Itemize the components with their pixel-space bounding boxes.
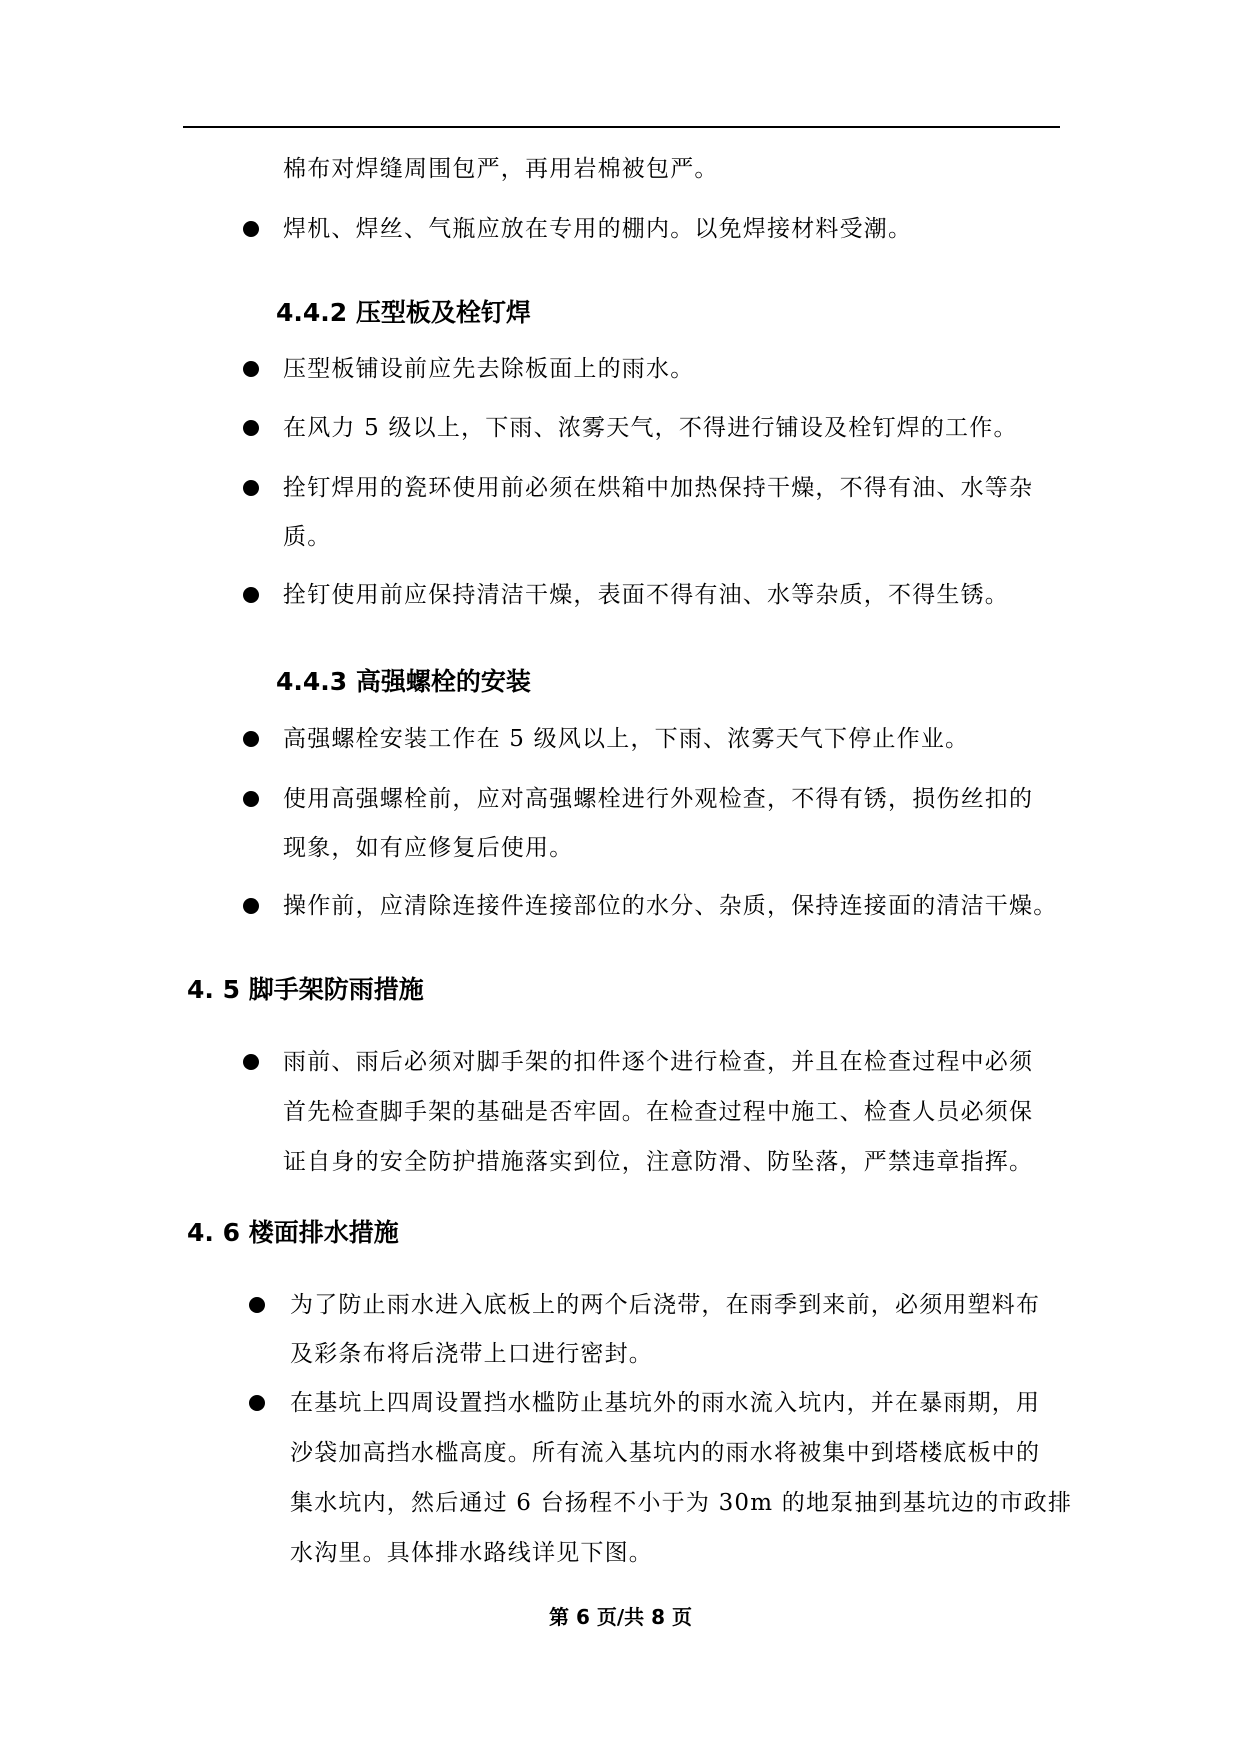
list-item: 雨前、雨后必须对脚手架的扣件逐个进行检查，并且在检查过程中必须: [283, 1049, 1034, 1075]
list-item: 使用高强螺栓前，应对高强螺栓进行外观检查，不得有锈，损伤丝扣的: [283, 786, 1034, 812]
bullet-icon: [243, 420, 259, 436]
list-item-continuation: 水沟里。具体排水路线详见下图。: [290, 1540, 653, 1566]
page-footer: 第 6 页/共 8 页: [549, 1605, 692, 1629]
heading-4-4-3: 4.4.3 高强螺栓的安装: [276, 667, 531, 696]
heading-4-4-2: 4.4.2 压型板及栓钉焊: [276, 298, 531, 327]
bullet-icon: [249, 1395, 265, 1411]
list-item: 在风力 5 级以上，下雨、浓雾天气，不得进行铺设及栓钉焊的工作。: [283, 415, 1018, 441]
list-item-continuation: 现象，如有应修复后使用。: [283, 835, 574, 861]
list-item: 在基坑上四周设置挡水槛防止基坑外的雨水流入坑内，并在暴雨期，用: [290, 1390, 1041, 1416]
list-item-continuation: 及彩条布将后浇带上口进行密封。: [290, 1341, 653, 1367]
list-item: 压型板铺设前应先去除板面上的雨水。: [283, 356, 695, 382]
bullet-icon: [243, 361, 259, 377]
heading-4-5: 4. 5 脚手架防雨措施: [187, 975, 424, 1004]
list-item: 拴钉使用前应保持清洁干燥，表面不得有油、水等杂质，不得生锈。: [283, 582, 1009, 608]
list-item-continuation: 质。: [283, 524, 332, 550]
heading-4-6: 4. 6 楼面排水措施: [187, 1218, 399, 1247]
list-item: 高强螺栓安装工作在 5 级风以上，下雨、浓雾天气下停止作业。: [283, 726, 970, 752]
list-item: 拴钉焊用的瓷环使用前必须在烘箱中加热保持干燥，不得有油、水等杂: [283, 475, 1034, 501]
bullet-icon: [243, 1054, 259, 1070]
list-item-continuation: 集水坑内，然后通过 6 台扬程不小于为 30m 的地泵抽到基坑边的市政排: [290, 1490, 1073, 1516]
list-item: 操作前，应清除连接件连接部位的水分、杂质，保持连接面的清洁干燥。: [283, 893, 1058, 919]
bullet-icon: [243, 480, 259, 496]
list-item-continuation: 沙袋加高挡水槛高度。所有流入基坑内的雨水将被集中到塔楼底板中的: [290, 1440, 1041, 1466]
bullet-icon: [243, 898, 259, 914]
bullet-icon: [243, 587, 259, 603]
bullet-icon: [249, 1297, 265, 1313]
list-item-continuation: 首先检查脚手架的基础是否牢固。在检查过程中施工、检查人员必须保: [283, 1099, 1034, 1125]
bullet-text: 焊机、焊丝、气瓶应放在专用的棚内。以免焊接材料受潮。: [283, 216, 913, 242]
bullet-icon: [243, 791, 259, 807]
bullet-icon: [243, 221, 259, 237]
list-item: 为了防止雨水进入底板上的两个后浇带，在雨季到来前，必须用塑料布: [290, 1292, 1041, 1318]
bullet-icon: [243, 731, 259, 747]
list-item-continuation: 证自身的安全防护措施落实到位，注意防滑、防坠落，严禁违章指挥。: [283, 1149, 1034, 1175]
header-rule: [183, 126, 1060, 128]
continuation-text: 棉布对焊缝周围包严，再用岩棉被包严。: [283, 156, 719, 182]
